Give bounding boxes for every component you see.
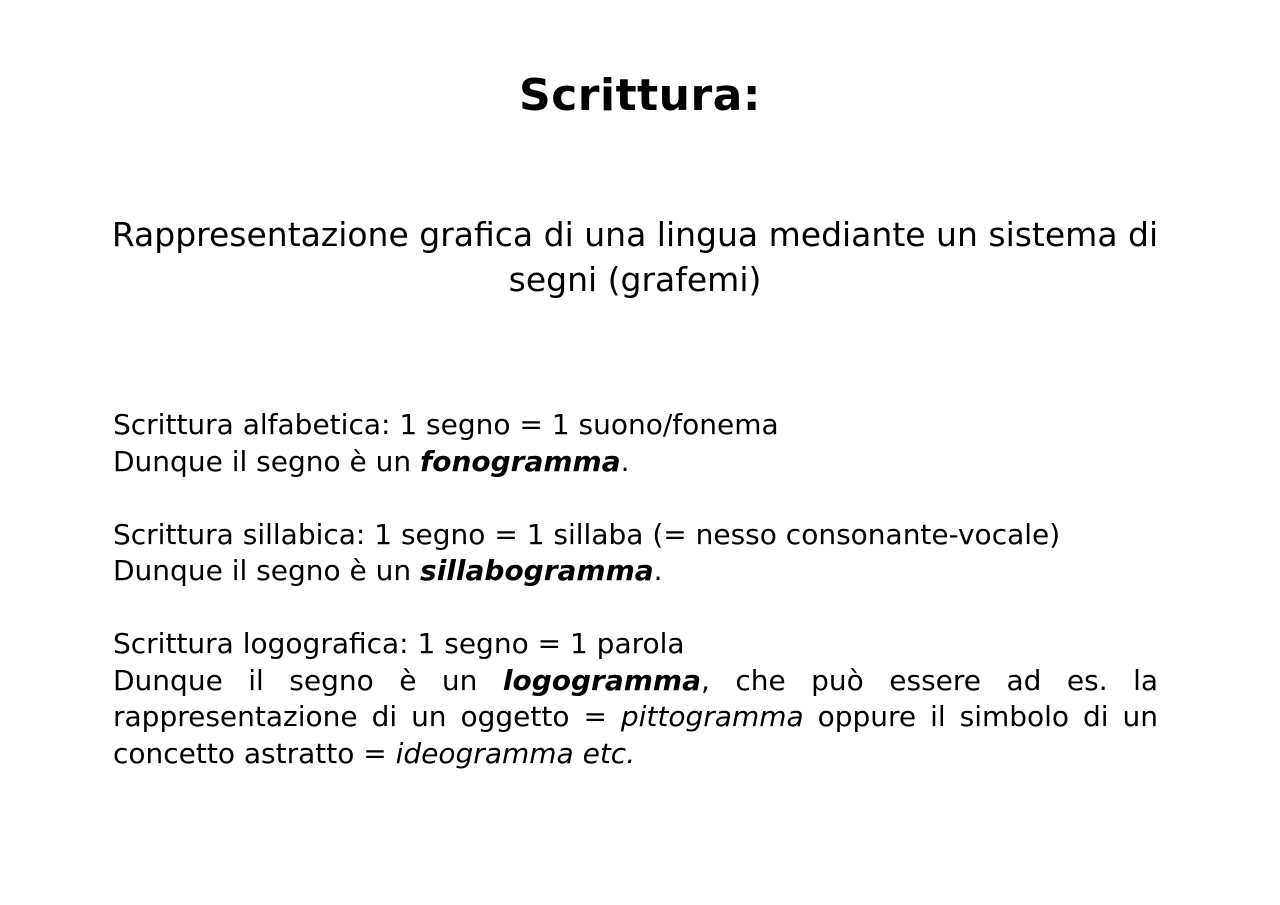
syllabic-conclusion-prefix: Dunque il segno è un [113,554,421,587]
logographic-definition: Scrittura logografica: 1 segno = 1 parola [113,627,685,660]
term-ideogramma: ideogramma etc. [395,736,636,770]
definition-text: Rappresentazione grafica di una lingua mediante un sistema di segni (grafemi) [111,215,1159,299]
term-logogramma: logogramma [502,663,701,697]
logographic-text-mid2: oppure il simbolo di un concetto astratto = [113,700,1158,770]
logographic-text-mid1: , che può essere ad es. la rappresentazione di un oggetto = [113,663,1158,733]
syllabic-conclusion-suffix: . [653,554,663,587]
term-sillabogramma: sillabogramma [420,554,654,587]
logographic-explanation [113,663,1158,773]
logographic-paragraph [113,626,1158,772]
alphabetic-conclusion-prefix: Dunque il segno è un [113,444,421,478]
term-pittogramma: pittogramma [620,700,804,733]
syllabic-definition: Scrittura sillabica: 1 segno = 1 sillaba (= nesso consonante-vocale) [113,517,1061,551]
alphabetic-paragraph [113,407,1158,480]
alphabetic-conclusion [113,444,1158,481]
syllabic-paragraph [113,517,1158,590]
syllabic-conclusion [113,553,1158,590]
term-fonogramma: fonogramma [420,444,621,478]
alphabetic-conclusion-suffix: . [620,444,630,478]
body-text [113,407,1158,772]
logographic-text-prefix: Dunque il segno è un [113,663,503,697]
slide-title: Scrittura: [519,70,761,121]
alphabetic-definition: Scrittura alfabetica: 1 segno = 1 suono/fonema [113,408,779,441]
